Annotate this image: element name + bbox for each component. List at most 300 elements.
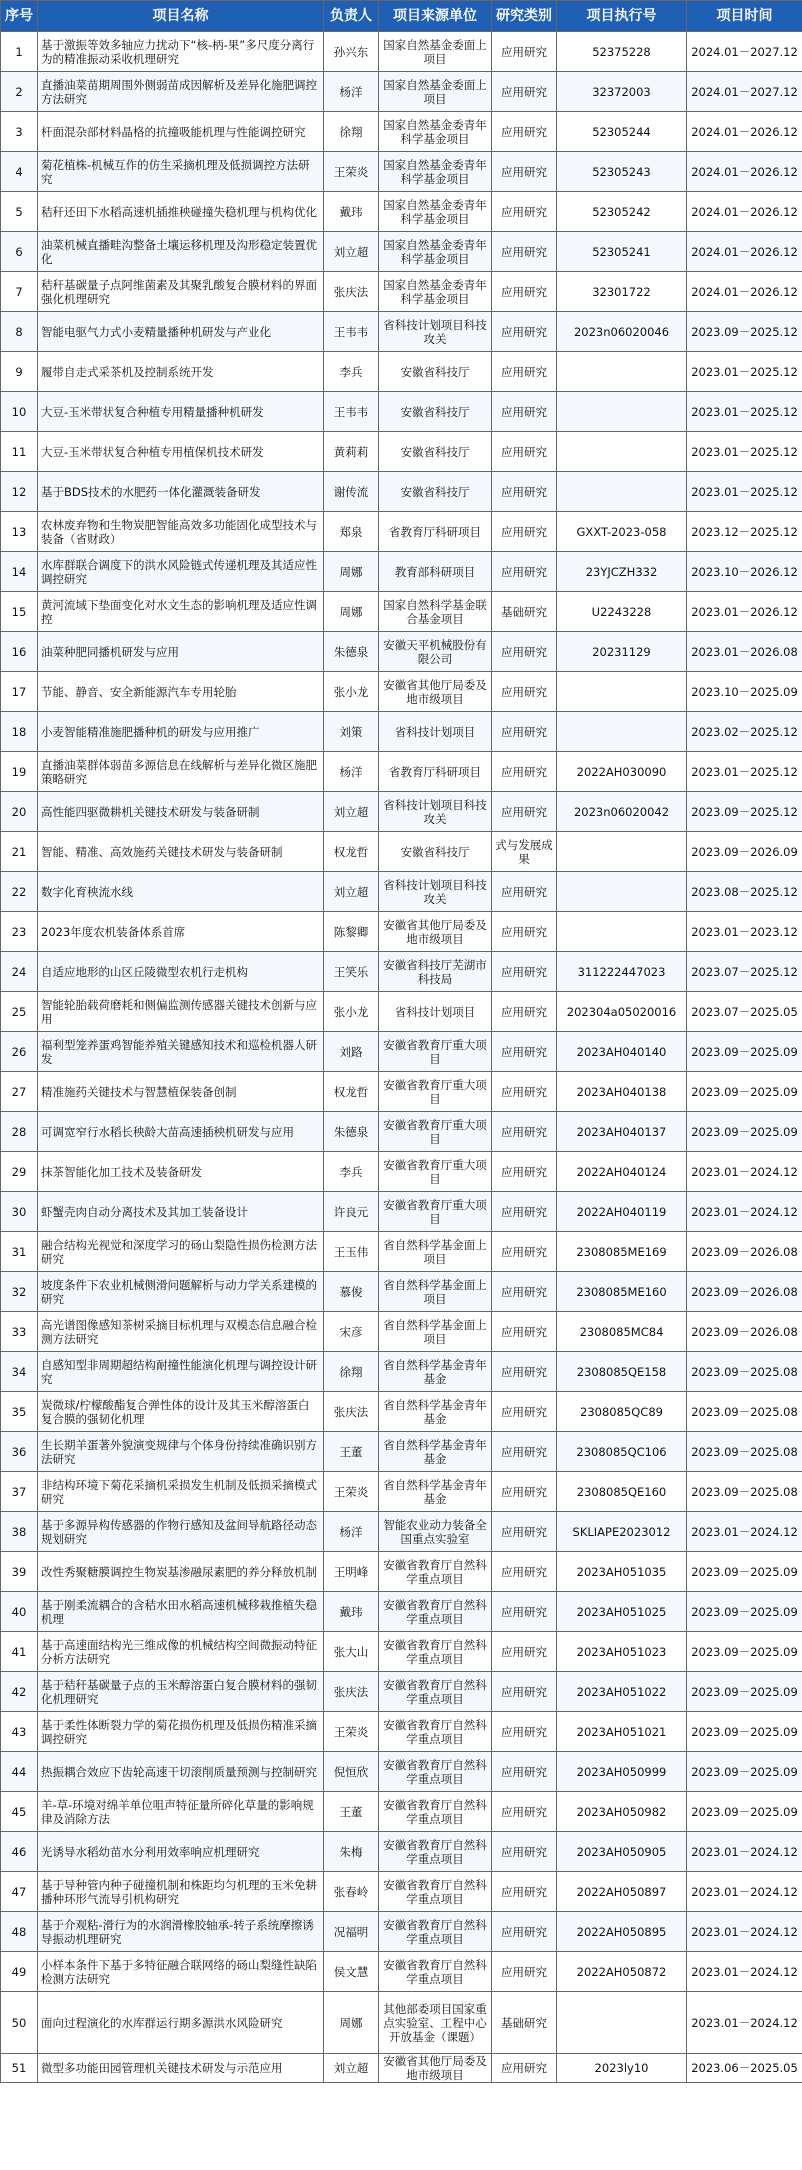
- table-header-row: [1, 1, 802, 32]
- cell-source-unit: 国家自然基金委青年科学基金项目: [379, 272, 492, 312]
- table-row: [1, 872, 802, 912]
- cell-time: 2023.09－2025.09: [687, 1072, 802, 1112]
- cell-principal: 张春岭: [324, 1872, 379, 1912]
- cell-time: 2023.01－2024.12: [687, 1872, 802, 1912]
- cell-source-unit: 省自然科学基金面上项目: [379, 1272, 492, 1312]
- cell-code: 2022AH050872: [557, 1952, 687, 1992]
- cell-category: 应用研究: [492, 1512, 557, 1552]
- cell-index: 19: [1, 752, 38, 792]
- table-row: [1, 1472, 802, 1512]
- cell-code: U2243228: [557, 592, 687, 632]
- cell-time: 2023.09－2025.09: [687, 1672, 802, 1712]
- cell-index: 32: [1, 1272, 38, 1312]
- cell-project-name: 黄河流域下垫面变化对水文生态的影响机理及适应性调控: [38, 592, 324, 632]
- cell-principal: 张大山: [324, 1632, 379, 1672]
- cell-category: 应用研究: [492, 1592, 557, 1632]
- table-row: [1, 472, 802, 512]
- table-row: [1, 632, 802, 672]
- cell-time: 2024.01－2027.12: [687, 32, 802, 72]
- cell-index: 35: [1, 1392, 38, 1432]
- table-row: [1, 1832, 802, 1872]
- cell-source-unit: 安徽省教育厅自然科学重点项目: [379, 1792, 492, 1832]
- cell-project-name: 精准施药关键技术与智慧植保装备创制: [38, 1072, 324, 1112]
- cell-source-unit: 安徽省科技厅: [379, 392, 492, 432]
- cell-project-name: 光诱导水稻幼苗水分利用效率响应机理研究: [38, 1832, 324, 1872]
- cell-source-unit: 省科技计划项目: [379, 992, 492, 1032]
- cell-source-unit: 省自然科学基金青年基金: [379, 1392, 492, 1432]
- cell-index: 3: [1, 112, 38, 152]
- cell-principal: 张庆法: [324, 1672, 379, 1712]
- cell-index: 9: [1, 352, 38, 392]
- cell-source-unit: 国家自然科学基金联合基金项目: [379, 592, 492, 632]
- cell-principal: 王玉伟: [324, 1232, 379, 1272]
- cell-code: 2023AH040138: [557, 1072, 687, 1112]
- cell-principal: 权龙哲: [324, 832, 379, 872]
- cell-index: 48: [1, 1912, 38, 1952]
- cell-code: 2308085ME169: [557, 1232, 687, 1272]
- header-category: 研究类别: [492, 1, 557, 32]
- table-row: [1, 272, 802, 312]
- cell-time: 2023.01－2024.12: [687, 1192, 802, 1232]
- cell-code: 2023AH051022: [557, 1672, 687, 1712]
- cell-source-unit: 安徽省其他厅局委及地市级项目: [379, 672, 492, 712]
- header-source-unit: 项目来源单位: [379, 1, 492, 32]
- cell-code: [557, 672, 687, 712]
- cell-index: 33: [1, 1312, 38, 1352]
- cell-code: 2023AH040137: [557, 1112, 687, 1152]
- cell-category: 应用研究: [492, 712, 557, 752]
- cell-index: 12: [1, 472, 38, 512]
- cell-project-name: 基于BDS技术的水肥药一体化灌溉装备研发: [38, 472, 324, 512]
- cell-principal: 徐翔: [324, 1352, 379, 1392]
- cell-code: 2023ly10: [557, 2054, 687, 2083]
- cell-project-name: 油菜机械直播畦沟整备土壤运移机理及沟形稳定装置优化: [38, 232, 324, 272]
- cell-code: [557, 432, 687, 472]
- cell-time: 2023.09－2025.12: [687, 312, 802, 352]
- cell-principal: 王笑乐: [324, 952, 379, 992]
- cell-principal: 杨洋: [324, 1512, 379, 1552]
- cell-project-name: 智能电驱气力式小麦精量播种机研发与产业化: [38, 312, 324, 352]
- header-code: 项目执行号: [557, 1, 687, 32]
- cell-time: 2023.09－2025.08: [687, 1352, 802, 1392]
- table-row: [1, 592, 802, 632]
- cell-category: 应用研究: [492, 1152, 557, 1192]
- cell-source-unit: 省自然科学基金面上项目: [379, 1312, 492, 1352]
- cell-principal: 谢传流: [324, 472, 379, 512]
- cell-project-name: 虾蟹壳肉自动分离技术及其加工装备设计: [38, 1192, 324, 1232]
- cell-source-unit: 安徽省科技厅芜湖市科技局: [379, 952, 492, 992]
- cell-principal: 许良元: [324, 1192, 379, 1232]
- cell-source-unit: 省科技计划项目科技攻关: [379, 872, 492, 912]
- cell-principal: 张小龙: [324, 672, 379, 712]
- cell-source-unit: 国家自然基金委面上项目: [379, 72, 492, 112]
- cell-principal: 杨洋: [324, 72, 379, 112]
- cell-project-name: 高性能四驱微耕机关键技术研发与装备研制: [38, 792, 324, 832]
- cell-time: 2024.01－2027.12: [687, 72, 802, 112]
- cell-time: 2023.01－2024.12: [687, 1912, 802, 1952]
- cell-code: [557, 352, 687, 392]
- cell-index: 39: [1, 1552, 38, 1592]
- cell-principal: 刘立超: [324, 872, 379, 912]
- header-project-name: 项目名称: [38, 1, 324, 32]
- cell-code: 52305242: [557, 192, 687, 232]
- table-row: [1, 1072, 802, 1112]
- cell-category: 应用研究: [492, 1912, 557, 1952]
- cell-time: 2023.09－2025.09: [687, 1632, 802, 1672]
- cell-index: 2: [1, 72, 38, 112]
- cell-time: 2024.01－2026.12: [687, 112, 802, 152]
- cell-index: 21: [1, 832, 38, 872]
- cell-principal: 刘立超: [324, 2054, 379, 2083]
- cell-source-unit: 安徽省教育厅重大项目: [379, 1152, 492, 1192]
- cell-time: 2023.01－2024.12: [687, 1952, 802, 1992]
- cell-time: 2023.06－2025.05: [687, 2054, 802, 2083]
- cell-source-unit: 安徽省教育厅自然科学重点项目: [379, 1752, 492, 1792]
- cell-category: 应用研究: [492, 1472, 557, 1512]
- cell-code: 52305244: [557, 112, 687, 152]
- cell-category: 应用研究: [492, 1112, 557, 1152]
- cell-source-unit: 安徽省其他厅局委及地市级项目: [379, 912, 492, 952]
- cell-category: 应用研究: [492, 1232, 557, 1272]
- cell-index: 50: [1, 1992, 38, 2054]
- cell-category: 应用研究: [492, 1752, 557, 1792]
- cell-category: 应用研究: [492, 152, 557, 192]
- cell-principal: 王董: [324, 1792, 379, 1832]
- cell-index: 41: [1, 1632, 38, 1672]
- cell-time: 2023.09－2025.09: [687, 1552, 802, 1592]
- cell-category: 应用研究: [492, 952, 557, 992]
- table-body: [1, 32, 802, 2083]
- cell-project-name: 基于刚柔流耦合的含秸水田水稻高速机械移栽推植失稳机理: [38, 1592, 324, 1632]
- cell-time: 2023.01－2026.12: [687, 592, 802, 632]
- cell-source-unit: 省自然科学基金青年基金: [379, 1432, 492, 1472]
- cell-index: 38: [1, 1512, 38, 1552]
- cell-code: 2308085QC106: [557, 1432, 687, 1472]
- cell-source-unit: 国家自然基金委青年科学基金项目: [379, 112, 492, 152]
- cell-category: 应用研究: [492, 2054, 557, 2083]
- table-row: [1, 232, 802, 272]
- cell-principal: 王韦韦: [324, 392, 379, 432]
- cell-principal: 倪恒欣: [324, 1752, 379, 1792]
- cell-index: 22: [1, 872, 38, 912]
- cell-principal: 周娜: [324, 1992, 379, 2054]
- cell-index: 44: [1, 1752, 38, 1792]
- cell-principal: 周娜: [324, 592, 379, 632]
- cell-category: 应用研究: [492, 1432, 557, 1472]
- cell-source-unit: 省科技计划项目科技攻关: [379, 312, 492, 352]
- cell-source-unit: 国家自然基金委青年科学基金项目: [379, 152, 492, 192]
- cell-index: 31: [1, 1232, 38, 1272]
- cell-principal: 朱德泉: [324, 1112, 379, 1152]
- cell-project-name: 小麦智能精准施肥播种机的研发与应用推广: [38, 712, 324, 752]
- cell-principal: 张小龙: [324, 992, 379, 1032]
- cell-code: 2023AH050999: [557, 1752, 687, 1792]
- cell-source-unit: 安徽省教育厅自然科学重点项目: [379, 1832, 492, 1872]
- cell-time: 2023.01－2024.12: [687, 1512, 802, 1552]
- cell-code: [557, 1992, 687, 2054]
- table-row: [1, 1192, 802, 1232]
- cell-time: 2023.01－2025.12: [687, 352, 802, 392]
- cell-project-name: 履带自走式采茶机及控制系统开发: [38, 352, 324, 392]
- cell-principal: 王荣炎: [324, 1712, 379, 1752]
- table-row: [1, 1992, 802, 2054]
- cell-project-name: 抹茶智能化加工技术及装备研发: [38, 1152, 324, 1192]
- cell-project-name: 节能、静音、安全新能源汽车专用轮胎: [38, 672, 324, 712]
- cell-source-unit: 安徽省教育厅自然科学重点项目: [379, 1952, 492, 1992]
- cell-category: 应用研究: [492, 1952, 557, 1992]
- cell-project-name: 面向过程演化的水库群运行期多源洪水风险研究: [38, 1992, 324, 2054]
- cell-source-unit: 安徽省教育厅自然科学重点项目: [379, 1672, 492, 1712]
- cell-time: 2023.09－2025.09: [687, 1112, 802, 1152]
- cell-code: [557, 472, 687, 512]
- cell-source-unit: 省自然科学基金青年基金: [379, 1472, 492, 1512]
- table-row: [1, 152, 802, 192]
- cell-project-name: 福利型笼养蛋鸡智能养殖关键感知技术和巡检机器人研发: [38, 1032, 324, 1072]
- cell-time: 2023.02－2025.12: [687, 712, 802, 752]
- cell-code: 2023AH051021: [557, 1712, 687, 1752]
- cell-code: 2308085MC84: [557, 1312, 687, 1352]
- cell-index: 30: [1, 1192, 38, 1232]
- cell-principal: 侯文慧: [324, 1952, 379, 1992]
- cell-index: 28: [1, 1112, 38, 1152]
- cell-source-unit: 省教育厅科研项目: [379, 512, 492, 552]
- table-row: [1, 712, 802, 752]
- cell-time: 2023.08－2025.12: [687, 872, 802, 912]
- cell-source-unit: 安徽省其他厅局委及地市级项目: [379, 2054, 492, 2083]
- cell-code: 202304a05020016: [557, 992, 687, 1032]
- cell-source-unit: 省科技计划项目: [379, 712, 492, 752]
- cell-source-unit: 其他部委项目国家重点实验室、工程中心开放基金（课题）: [379, 1992, 492, 2054]
- table-row: [1, 1792, 802, 1832]
- header-time: 项目时间: [687, 1, 802, 32]
- cell-index: 6: [1, 232, 38, 272]
- cell-code: 2023AH050905: [557, 1832, 687, 1872]
- cell-code: 52375228: [557, 32, 687, 72]
- cell-principal: 李兵: [324, 1152, 379, 1192]
- cell-time: 2023.12－2025.12: [687, 512, 802, 552]
- table-row: [1, 1672, 802, 1712]
- cell-project-name: 自感知型非周期超结构耐撞性能演化机理与调控设计研究: [38, 1352, 324, 1392]
- cell-project-name: 融合结构光视觉和深度学习的砀山梨隐性损伤检测方法研究: [38, 1232, 324, 1272]
- cell-code: 2022AH050897: [557, 1872, 687, 1912]
- cell-code: 2308085QE160: [557, 1472, 687, 1512]
- cell-time: 2023.01－2024.12: [687, 1152, 802, 1192]
- cell-code: 2023AH040140: [557, 1032, 687, 1072]
- cell-principal: 王荣炎: [324, 152, 379, 192]
- cell-source-unit: 安徽省教育厅自然科学重点项目: [379, 1912, 492, 1952]
- cell-index: 13: [1, 512, 38, 552]
- cell-source-unit: 安徽省教育厅自然科学重点项目: [379, 1552, 492, 1592]
- cell-code: [557, 832, 687, 872]
- cell-index: 26: [1, 1032, 38, 1072]
- cell-index: 15: [1, 592, 38, 632]
- cell-time: 2024.01－2026.12: [687, 272, 802, 312]
- cell-source-unit: 安徽省教育厅重大项目: [379, 1192, 492, 1232]
- table-row: [1, 992, 802, 1032]
- cell-time: 2023.09－2026.08: [687, 1272, 802, 1312]
- cell-principal: 孙兴东: [324, 32, 379, 72]
- cell-code: GXXT-2023-058: [557, 512, 687, 552]
- cell-code: 2023AH051025: [557, 1592, 687, 1632]
- cell-principal: 况福明: [324, 1912, 379, 1952]
- cell-time: 2023.09－2026.09: [687, 832, 802, 872]
- cell-source-unit: 安徽省教育厅自然科学重点项目: [379, 1872, 492, 1912]
- cell-index: 46: [1, 1832, 38, 1872]
- cell-project-name: 小样本条件下基于多特征融合联网络的砀山梨缝性缺陷检测方法研究: [38, 1952, 324, 1992]
- cell-code: 32372003: [557, 72, 687, 112]
- cell-index: 5: [1, 192, 38, 232]
- cell-category: 应用研究: [492, 392, 557, 432]
- cell-time: 2023.01－2025.12: [687, 472, 802, 512]
- cell-code: 2022AH050895: [557, 1912, 687, 1952]
- cell-category: 应用研究: [492, 472, 557, 512]
- cell-time: 2023.01－2025.12: [687, 432, 802, 472]
- cell-project-name: 热振耦合效应下齿轮高速干切滚削质量预测与控制研究: [38, 1752, 324, 1792]
- cell-index: 45: [1, 1792, 38, 1832]
- table-row: [1, 912, 802, 952]
- cell-principal: 王韦韦: [324, 312, 379, 352]
- cell-category: 应用研究: [492, 232, 557, 272]
- cell-time: 2023.01－2023.12: [687, 912, 802, 952]
- cell-category: 应用研究: [492, 72, 557, 112]
- cell-index: 49: [1, 1952, 38, 1992]
- cell-category: 应用研究: [492, 912, 557, 952]
- cell-code: 2023AH050982: [557, 1792, 687, 1832]
- cell-time: 2023.09－2025.09: [687, 1032, 802, 1072]
- cell-index: 20: [1, 792, 38, 832]
- table-row: [1, 1912, 802, 1952]
- cell-category: 应用研究: [492, 112, 557, 152]
- table-row: [1, 112, 802, 152]
- cell-source-unit: 安徽省科技厅: [379, 832, 492, 872]
- table-row: [1, 312, 802, 352]
- cell-category: 应用研究: [492, 32, 557, 72]
- cell-index: 25: [1, 992, 38, 1032]
- cell-project-name: 改性秀聚糖膜调控生物炭基渗融尿素肥的养分释放机制: [38, 1552, 324, 1592]
- cell-category: 应用研究: [492, 512, 557, 552]
- cell-index: 8: [1, 312, 38, 352]
- cell-source-unit: 省自然科学基金青年基金: [379, 1352, 492, 1392]
- cell-category: 应用研究: [492, 1072, 557, 1112]
- cell-category: 应用研究: [492, 272, 557, 312]
- cell-code: [557, 392, 687, 432]
- cell-index: 37: [1, 1472, 38, 1512]
- cell-time: 2023.09－2026.08: [687, 1312, 802, 1352]
- cell-principal: 慕俊: [324, 1272, 379, 1312]
- cell-project-name: 秸秆基碳量子点阿维菌素及其聚乳酸复合膜材料的界面强化机理研究: [38, 272, 324, 312]
- table-row: [1, 1152, 802, 1192]
- cell-source-unit: 安徽省科技厅: [379, 352, 492, 392]
- cell-principal: 李兵: [324, 352, 379, 392]
- cell-category: 应用研究: [492, 1552, 557, 1592]
- cell-project-name: 直播油菜苗期周围外侧弱苗成因解析及差异化施肥调控方法研究: [38, 72, 324, 112]
- cell-principal: 陈黎卿: [324, 912, 379, 952]
- cell-category: 应用研究: [492, 792, 557, 832]
- cell-category: 应用研究: [492, 1672, 557, 1712]
- table-row: [1, 672, 802, 712]
- cell-principal: 王董: [324, 1432, 379, 1472]
- cell-code: 2308085ME160: [557, 1272, 687, 1312]
- table-row: [1, 1032, 802, 1072]
- cell-project-name: 智能轮胎载荷磨耗和侧偏监测传感器关键技术创新与应用: [38, 992, 324, 1032]
- table-row: [1, 512, 802, 552]
- table-row: [1, 1112, 802, 1152]
- cell-project-name: 数字化育秧流水线: [38, 872, 324, 912]
- table-row: [1, 1272, 802, 1312]
- table-row: [1, 1552, 802, 1592]
- cell-principal: 徐翔: [324, 112, 379, 152]
- cell-source-unit: 安徽省教育厅重大项目: [379, 1032, 492, 1072]
- cell-source-unit: 智能农业动力装备全国重点实验室: [379, 1512, 492, 1552]
- cell-index: 23: [1, 912, 38, 952]
- cell-project-name: 非结构环境下菊花采摘机采损发生机制及低损采摘模式研究: [38, 1472, 324, 1512]
- cell-category: 基础研究: [492, 592, 557, 632]
- cell-index: 7: [1, 272, 38, 312]
- cell-time: 2024.01－2026.12: [687, 152, 802, 192]
- cell-time: 2023.01－2024.12: [687, 1832, 802, 1872]
- cell-code: 32301722: [557, 272, 687, 312]
- cell-source-unit: 省科技计划项目科技攻关: [379, 792, 492, 832]
- cell-code: 2023n06020042: [557, 792, 687, 832]
- cell-code: 2022AH030090: [557, 752, 687, 792]
- cell-time: 2023.09－2025.09: [687, 1712, 802, 1752]
- cell-time: 2023.09－2025.08: [687, 1392, 802, 1432]
- cell-project-name: 智能、精准、高效施药关键技术研发与装备研制: [38, 832, 324, 872]
- cell-time: 2023.07－2025.12: [687, 952, 802, 992]
- cell-principal: 刘路: [324, 1032, 379, 1072]
- cell-principal: 刘立超: [324, 232, 379, 272]
- table-row: [1, 192, 802, 232]
- cell-category: 应用研究: [492, 352, 557, 392]
- cell-project-name: 炭微球/柠檬酸酯复合弹性体的设计及其玉米醇溶蛋白复合膜的强韧化机理: [38, 1392, 324, 1432]
- cell-source-unit: 省自然科学基金面上项目: [379, 1232, 492, 1272]
- cell-time: 2023.10－2026.12: [687, 552, 802, 592]
- cell-category: 应用研究: [492, 1632, 557, 1672]
- cell-project-name: 可调宽窄行水稻长秧龄大苗高速插秧机研发与应用: [38, 1112, 324, 1152]
- table-row: [1, 1352, 802, 1392]
- header-principal: 负责人: [324, 1, 379, 32]
- table-row: [1, 1872, 802, 1912]
- cell-project-name: 基于激振等效多轴应力扰动下“核-柄-果”多尺度分离行为的精准振动采收机理研究: [38, 32, 324, 72]
- cell-code: 2022AH040119: [557, 1192, 687, 1232]
- table-row: [1, 1512, 802, 1552]
- cell-project-name: 基于高速面结构光三维成像的机械结构空间微振动特征分析方法研究: [38, 1632, 324, 1672]
- table-row: [1, 1632, 802, 1672]
- cell-category: 应用研究: [492, 1272, 557, 1312]
- table-row: [1, 792, 802, 832]
- table-row: [1, 1312, 802, 1352]
- table-row: [1, 1592, 802, 1632]
- cell-index: 42: [1, 1672, 38, 1712]
- table-row: [1, 2054, 802, 2083]
- table-row: [1, 1712, 802, 1752]
- cell-index: 36: [1, 1432, 38, 1472]
- cell-category: 应用研究: [492, 1192, 557, 1232]
- cell-code: 2023AH051023: [557, 1632, 687, 1672]
- cell-category: 应用研究: [492, 1392, 557, 1432]
- cell-category: 式与发展成果: [492, 832, 557, 872]
- cell-index: 4: [1, 152, 38, 192]
- cell-principal: 宋彦: [324, 1312, 379, 1352]
- table-row: [1, 1752, 802, 1792]
- cell-time: 2023.01－2026.08: [687, 632, 802, 672]
- cell-principal: 王荣炎: [324, 1472, 379, 1512]
- cell-category: 应用研究: [492, 1872, 557, 1912]
- cell-principal: 戴玮: [324, 192, 379, 232]
- cell-project-name: 菊花植株-机械互作的仿生采摘机理及低损调控方法研究: [38, 152, 324, 192]
- cell-code: 52305243: [557, 152, 687, 192]
- cell-index: 29: [1, 1152, 38, 1192]
